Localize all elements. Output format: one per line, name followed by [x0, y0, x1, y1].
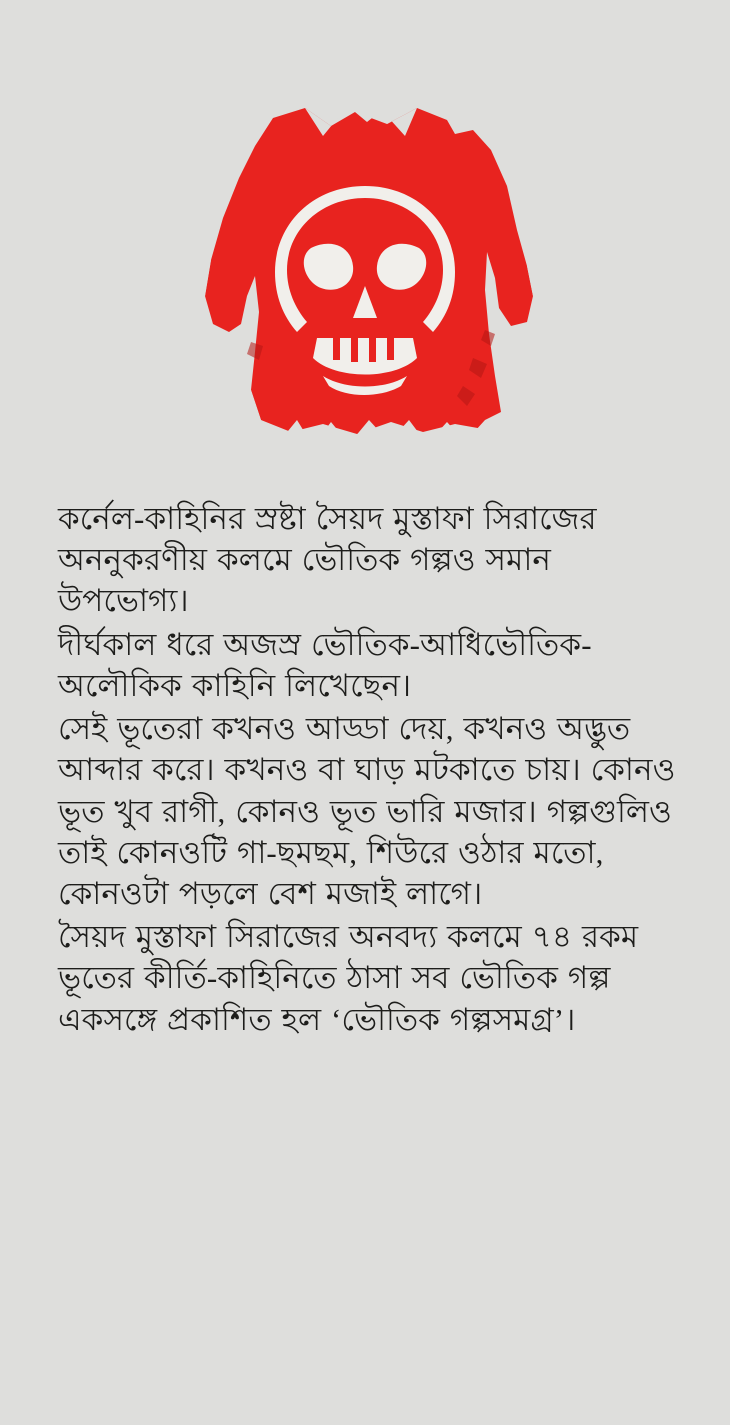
description-paragraph-1: কর্নেল-কাহিনির স্রষ্টা সৈয়দ মুস্তাফা সিরাজের অননুকরণীয় কলমে ভৌতিক গল্পও সমান উপভোগ্য।	[58, 501, 597, 619]
red-ghost-sweater-illustration	[155, 90, 575, 450]
illustration-container	[0, 70, 730, 470]
description-text-block	[58, 498, 678, 1042]
description-paragraph-2: দীর্ঘকাল ধরে অজস্র ভৌতিক-আধিভৌতিক-অলৌকিক কাহিনি লিখেছেন।	[58, 626, 592, 703]
description-paragraph-4: সৈয়দ মুস্তাফা সিরাজের অনবদ্য কলমে ৭৪ রকম ভূতের কীর্তি-কাহিনিতে ঠাসা সব ভৌতিক গল্প একসঙ্গে প্রকাশিত হল ‘ভৌতিক গল্পসমগ্র’।	[58, 919, 639, 1037]
description-paragraph-3: সেই ভূতেরা কখনও আড্ডা দেয়, কখনও অদ্ভুত আব্দার করে। কখনও বা ঘাড় মটকাতে চায়। কোনও ভূত খুব রাগী, কোনও ভূত ভারি মজার। গল্পগুলিও তাই কোনওটি গা-ছমছম, শিউরে ওঠার মতো, কোনওটা পড়লে বেশ মজাই লাগে।	[58, 711, 676, 911]
